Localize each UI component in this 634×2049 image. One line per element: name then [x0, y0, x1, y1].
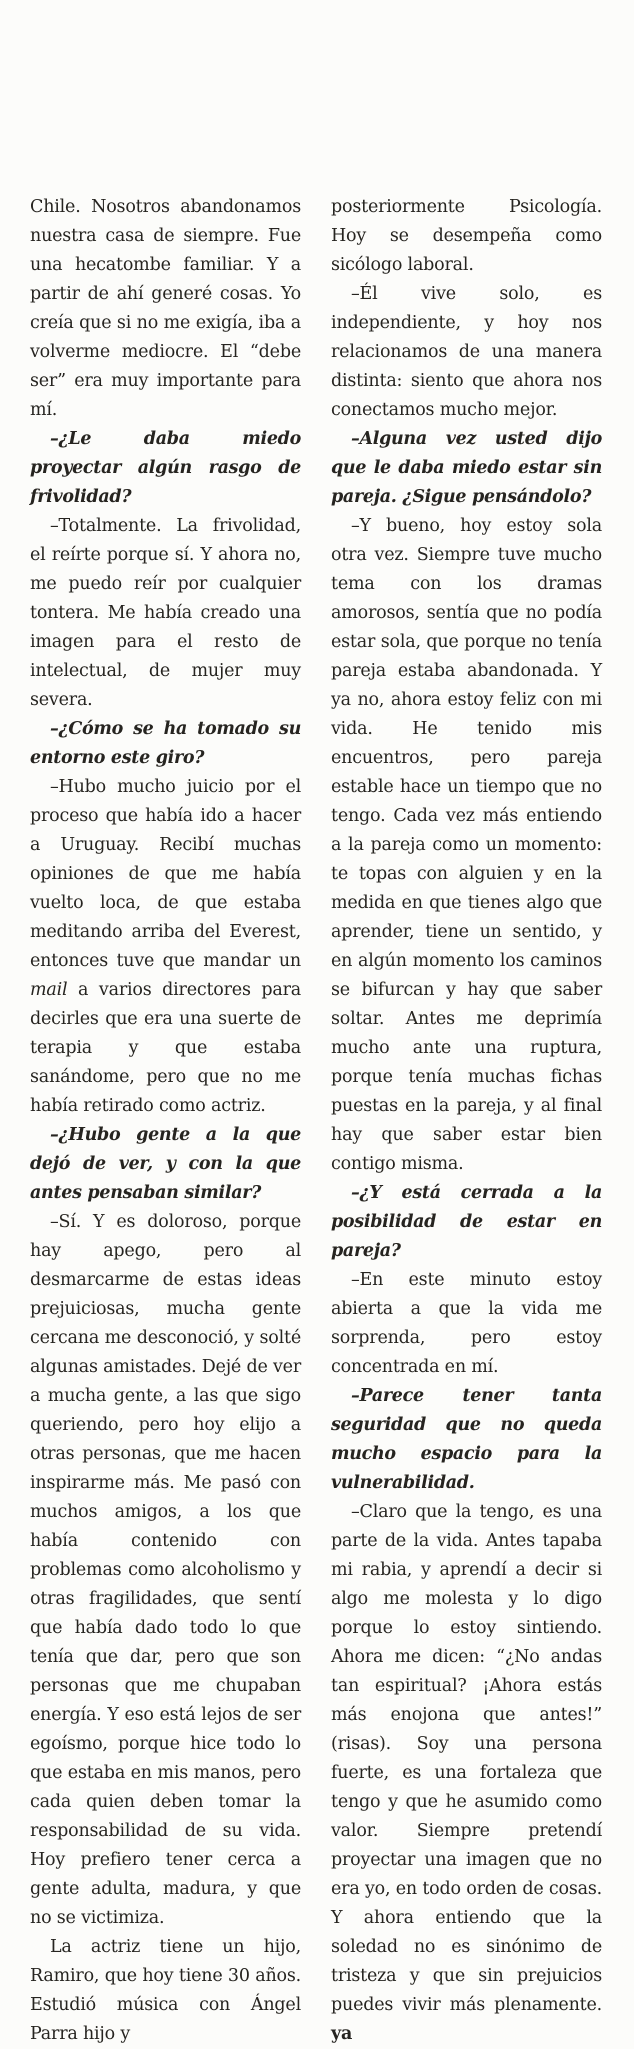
interview-question: –Alguna vez usted dijo que le daba miedo estar sin pareja. ¿Sigue pensándolo? — [331, 429, 602, 507]
interview-question: –¿Hubo gente a la que dejó de ver, y con la que antes pensaban similar? — [30, 1125, 301, 1203]
interview-answer: –En este minuto estoy abierta a que la vida me sorprenda, pero estoy concentrada en mí. — [331, 1270, 602, 1377]
narration-paragraph: La actriz tiene un hijo, Ramiro, que hoy tiene 30 años. Estudió música con Ángel Parra hijo y — [30, 1937, 301, 2044]
answer-text: a varios directores para decirles que era una suerte de terapia y que estaba sanándome, pero que no me había retirado como actriz. — [30, 980, 301, 1116]
paragraph-continuation: posteriormente Psicología. Hoy se desempeña como sicólogo laboral. — [331, 197, 602, 275]
answer-text: –Hubo mucho juicio por el proceso que había ido a hacer a Uruguay. Recibí muchas opiniones de que me había vuelto loca, de que estaba meditando arriba del Everest, entonces tuve que mandar un — [30, 777, 301, 971]
interview-question: –Parece tener tanta seguridad que no queda mucho espacio para la vulnerabilidad. — [331, 1386, 602, 1493]
interview-question: –¿Le daba miedo proyectar algún rasgo de frivolidad? — [30, 429, 301, 507]
interview-answer: –Y bueno, hoy estoy sola otra vez. Siempre tuve mucho tema con los dramas amorosos, sentía que no podía estar sola, que porque no tenía pareja estaba abandonada. Y ya no, ahora estoy feliz con mi vida. He tenido mis encuentros, pero pareja estable hace un tiempo que no tengo. Cada vez más entiendo a la pareja como un momento: te topas con alguien y en la medida en que tienes algo que aprender, tiene un sentido, y en algún momento los caminos se bifurcan y hay que saber soltar. Antes me deprimía mucho ante una ruptura, porque tenía muchas fichas puestas en la pareja, y al final hay que saber estar bien contigo misma. — [331, 516, 602, 1174]
interview-question: –¿Cómo se ha tomado su entorno este giro? — [30, 719, 301, 768]
right-column — [331, 193, 602, 2044]
end-of-article-mark: ya — [331, 2024, 353, 2044]
interview-answer — [30, 773, 301, 1121]
interview-answer: –Sí. Y es doloroso, porque hay apego, pero al desmarcarme de estas ideas prejuiciosas, mucha gente cercana me desconoció, y solté algunas amistades. Dejé de ver a mucha gente, a las que sigo queriendo, pero hoy elijo a otras personas, que me hacen inspirarme más. Me pasó con muchos amigos, a los que había contenido con problemas como alcoholismo y otras fragilidades, que sentí que había dado todo lo que tenía que dar, pero que son personas que me chupaban energía. Y eso está lejos de ser egoísmo, porque hice todo lo que estaba en mis manos, pero cada quien deben tomar la responsabilidad de su vida. Hoy prefiero tener cerca a gente adulta, madura, y que no se victimiza. — [30, 1212, 301, 1928]
italic-word: mail — [30, 980, 68, 1000]
interview-answer: –Él vive solo, es independiente, y hoy nos relacionamos de una manera distinta: siento que ahora nos conectamos mucho mejor. — [331, 284, 602, 420]
answer-text: –Claro que la tengo, es una parte de la vida. Antes tapaba mi rabia, y aprendí a decir si algo me molesta y lo digo porque lo estoy sintiendo. Ahora me dicen: “¿No andas tan espiritual? ¡Ahora estás más enojona que antes!” (risas). Soy una persona fuerte, es una fortaleza que tengo y que he asumido como valor. Siempre pretendí proyectar una imagen que no era yo, en todo orden de cosas. Y ahora entiendo que la soledad no es sinónimo de tristeza y que sin prejuicios puedes vivir más plenamente. — [331, 1502, 602, 2015]
interview-answer — [331, 1498, 602, 2049]
interview-answer: –Totalmente. La frivolidad, el reírte porque sí. Y ahora no, me puedo reír por cualquier tontera. Me había creado una imagen para el resto de intelectual, de mujer muy severa. — [30, 516, 301, 710]
left-column — [30, 193, 301, 2044]
paragraph-continuation: Chile. Nosotros abandonamos nuestra casa de siempre. Fue una hecatombe familiar. Y a partir de ahí generé cosas. Yo creía que si no me exigía, iba a volverme mediocre. El “debe ser” era muy importante para mí. — [30, 197, 301, 420]
interview-question: –¿Y está cerrada a la posibilidad de estar en pareja? — [331, 1183, 602, 1261]
